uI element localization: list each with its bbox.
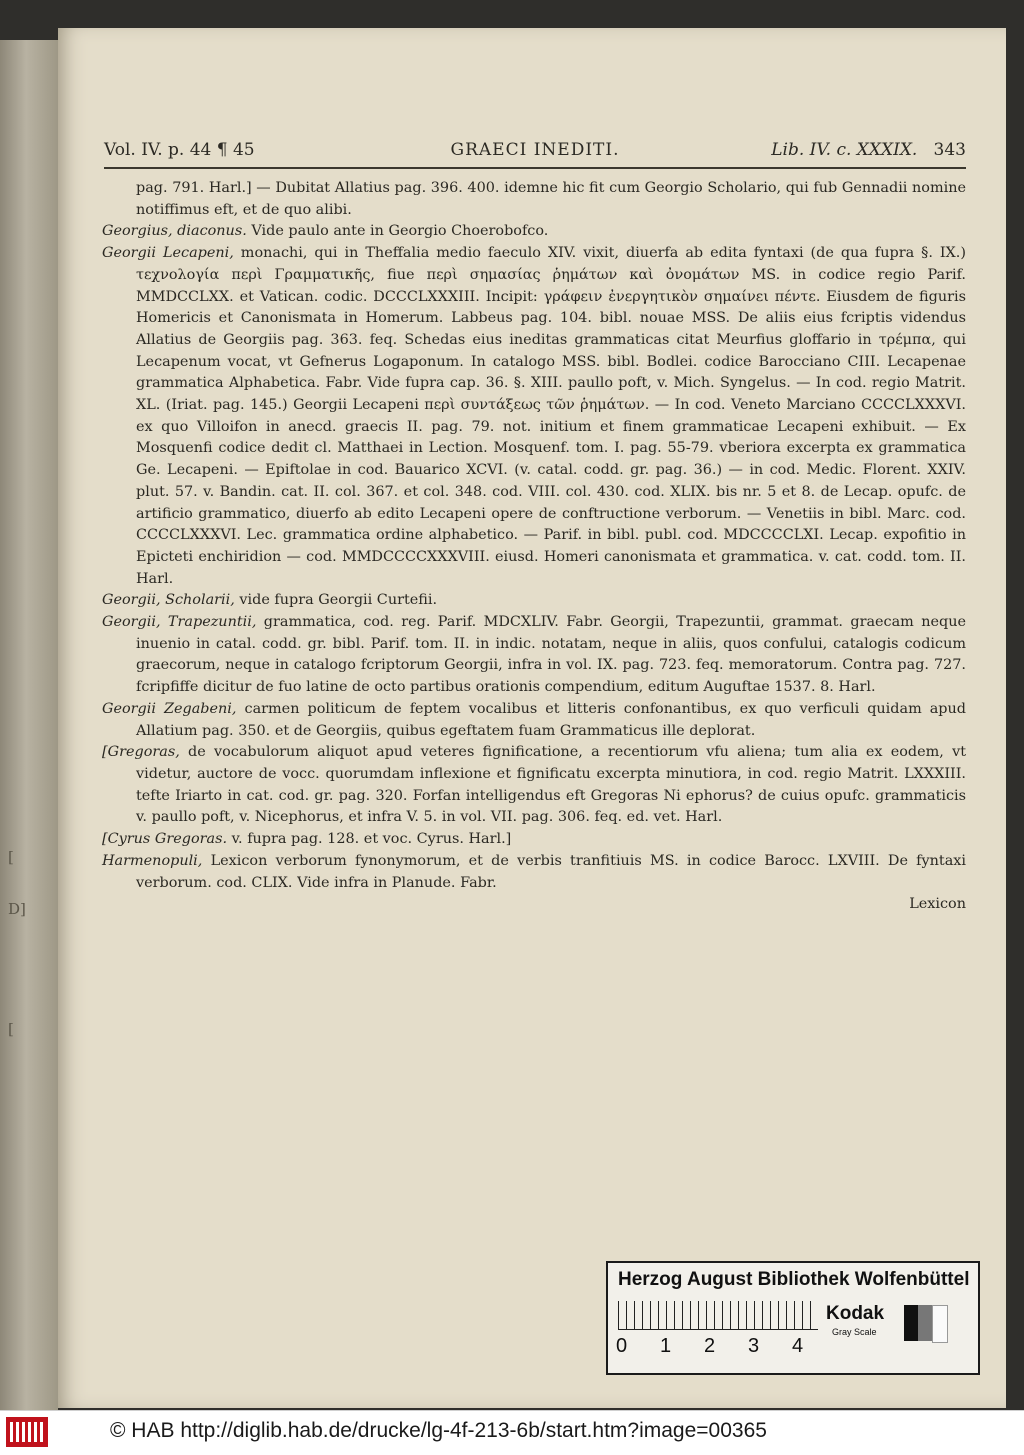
entry-text: monachi, qui in Theffalia medio faeculo XIV. vixit, diuerfa ab edita fyntaxi (de qua fupra §. IX.) τεχνολογία περὶ Γραμματικῆς, fiue περὶ σημασίας ῥημάτων καὶ ὀνομάτων MS. in codice regio Parif. MMDCCLXX. et Vatican. codic. DCCCLXXXIII. Incipit: γράφειν ἐνεργητικὸν σημαίνει πέντε. Eiusdem de figuris Homericis et Canonismata in Homerum. Labbeus pag. 104. bibl. nouae MSS. De aliis eius fcriptis videndus Allatius de Georgiis pag. 363. feq. Schedas eius ineditas grammaticas citat Meurfius gloffario in τρέμπα, qui Lecapenum vocat, vt Gefnerus Logaponum. In catalogo MSS. bibl. Bodlei. codice Barocciano CIII. Lecapenae grammatica Alphabetica. Fabr. Vide fupra cap. 36. §. XIII. paullo poft, v. Mich. Syngelus. — In cod. regio Matrit. XL. (Iriat. pag. 145.) Georgii Lecapeni περὶ συντάξεως τῶν ῥημάτων. — In cod. Veneto Marciano CCCCLXXXVI. ex quo Villoifon in anecd. graecis II. pag. 79. not. initium et finem grammaticae Lecapeni exhibuit. — Ex Mosquenfi codice dedit cl. Matthaei in Lection. Mosquenf. tom. I. pag. 55-79. vberiora excerpta ex grammatica Ge. Lecapeni. — Epiftolae in cod. Bauarico XCVI. (v. catal. codd. gr. pag. 36.) — in cod. Medic. Florent. XXIV. plut. 57. v. Bandin. cat. II. col. 367. et col. 348. cod. VIII. col. 430. cod. XLIX. bis nr. 5 et 8. de Lecap. opufc. de artificio grammatico, diuerfo ab edito Lecapeni opere de conftructione verborum. — Venetiis in bibl. Marc. cod. CCCCLXXXVI. Lec. grammatica ordine alphabetico. — Parif. in bibl. publ. cod. MDCCCCLXI. Lecap. expofitio in Epicteti enchiridion — cod. MMDCCCCXXXVIII. eiusd. Homeri canonismata et grammatica. v. cat. codd. tom. II. Harl. <box>136 245 966 587</box>
page-number: 343 <box>933 140 966 160</box>
gray-scale-label: Gray Scale <box>832 1327 877 1337</box>
entry-text: carmen politicum de feptem vocalibus et litteris confonantibus, ex quo verficuli quidam apud Allatium pag. 350. et de Georgiis, quibus egeftatem fuam Grammaticus ille deplorat. <box>136 700 967 739</box>
entry-text: vide fupra Georgii Curtefii. <box>234 592 438 609</box>
entry-paragraph <box>102 699 966 742</box>
running-head-left: Vol. IV. p. 44 ¶ 45 <box>104 140 255 160</box>
library-name: Herzog August Bibliothek Wolfenbüttel <box>618 1269 970 1290</box>
margin-bracket: [ <box>8 848 14 866</box>
entry-paragraph <box>102 178 966 221</box>
entry-text: de vocabulorum aliquot apud veteres fignificatione, a recentiorum vfu aliena; tum alia ex eodem, vt videtur, auctore de vocc. quorumdam inflexione et fignificatu excerpta minutiora, in cod. regio Matrit. LXXXIII. tefte Iriarto in cat. cod. gr. pag. 320. Forfan intelligendus eft Gregoras Ni ephorus? de cuius opufc. grammaticis v. paullo poft, v. Nicephorus, et infra V. 5. in vol. VII. pag. 306. feq. ed. vet. Harl. <box>136 744 966 826</box>
gray-swatch-white <box>932 1305 948 1343</box>
entry-text: pag. 791. Harl.] — Dubitat Allatius pag. 396. 400. idemne hic fit cum Georgio Scholario, qui fub Gennadii nomine notiffimus eft, et de quo alibi. <box>136 180 966 218</box>
ruler-number: 3 <box>748 1335 760 1357</box>
entry-lemma: Georgii Lecapeni, <box>102 245 234 262</box>
entry-text: v. fupra pag. 128. et voc. Cyrus. Harl.] <box>227 831 512 848</box>
source-link[interactable]: © HAB http://diglib.hab.de/drucke/lg-4f-213-6b/start.htm?image=00365 <box>110 1419 767 1442</box>
ruler-number: 2 <box>704 1335 716 1357</box>
running-head-right <box>771 140 966 160</box>
entry-lemma: [Cyrus Gregoras. <box>102 831 228 848</box>
margin-bracket: [ <box>8 1020 14 1038</box>
entry-lemma: Georgii, Scholarii, <box>102 592 235 609</box>
ruler-scale <box>618 1301 818 1330</box>
entry-paragraph <box>102 742 966 829</box>
entry-lemma: Georgii Zegabeni, <box>102 700 237 717</box>
entry-text: grammatica, cod. reg. Parif. MDCXLIV. Fabr. Georgii, Trapezuntii, grammat. graecam neque inuenio in catal. codd. gr. bibl. Parif. tom. II. in indic. notatam, neque in aliis, quos confului, catalogis codicum graecorum, neque in catalogo fcriptorum Georgii, infra in vol. IX. pag. 723. feq. memoratorum. Contra pag. 727. fcripfiffe dicitur de fuo latine de octo partibus orationis compendium, editum Auguftae 1537. 8. Harl. <box>136 614 966 696</box>
ruler-number: 0 <box>616 1335 628 1357</box>
hab-logo-icon <box>6 1417 48 1447</box>
entry-text: Lexicon verborum fynonymorum, et de verbis tranfitiuis MS. in codice Barocc. LXVIII. De fyntaxi verborum. cod. CLIX. Vide infra in Planude. Fabr. <box>136 852 966 891</box>
book-page <box>58 28 1006 1408</box>
running-head <box>104 140 966 170</box>
ruler-number: 1 <box>660 1335 672 1357</box>
facing-page-edge <box>0 40 58 1410</box>
entry-text: Vide paulo ante in Georgio Choerobofco. <box>246 223 549 240</box>
entry-lemma: [Gregoras, <box>102 744 180 761</box>
entry-paragraph <box>102 221 966 243</box>
color-target-card <box>606 1261 980 1375</box>
entry-paragraph <box>102 590 966 612</box>
entry-text: Lexicon <box>909 896 966 913</box>
page-body <box>102 178 966 916</box>
ruler-number: 4 <box>792 1335 804 1357</box>
entry-paragraph <box>102 851 966 894</box>
entry-paragraph <box>102 243 966 590</box>
entry-paragraph <box>102 829 966 851</box>
header-rule <box>104 167 966 169</box>
gray-swatch-black <box>904 1305 918 1341</box>
entry-lemma: Georgii, Trapezuntii, <box>102 614 257 631</box>
gray-swatch-mid <box>918 1305 932 1341</box>
entry-paragraph <box>102 894 966 916</box>
kodak-logo: Kodak <box>826 1303 885 1324</box>
entry-lemma: Harmenopuli, <box>102 852 203 869</box>
entry-paragraph <box>102 612 966 699</box>
entry-lemma: Georgius, diaconus. <box>102 223 247 240</box>
running-head-section: Lib. IV. c. XXXIX. <box>771 140 918 160</box>
footer-bar <box>0 1410 1024 1455</box>
running-head-title: GRAECI INEDITI. <box>450 140 620 160</box>
margin-bracket: D] <box>8 900 26 918</box>
